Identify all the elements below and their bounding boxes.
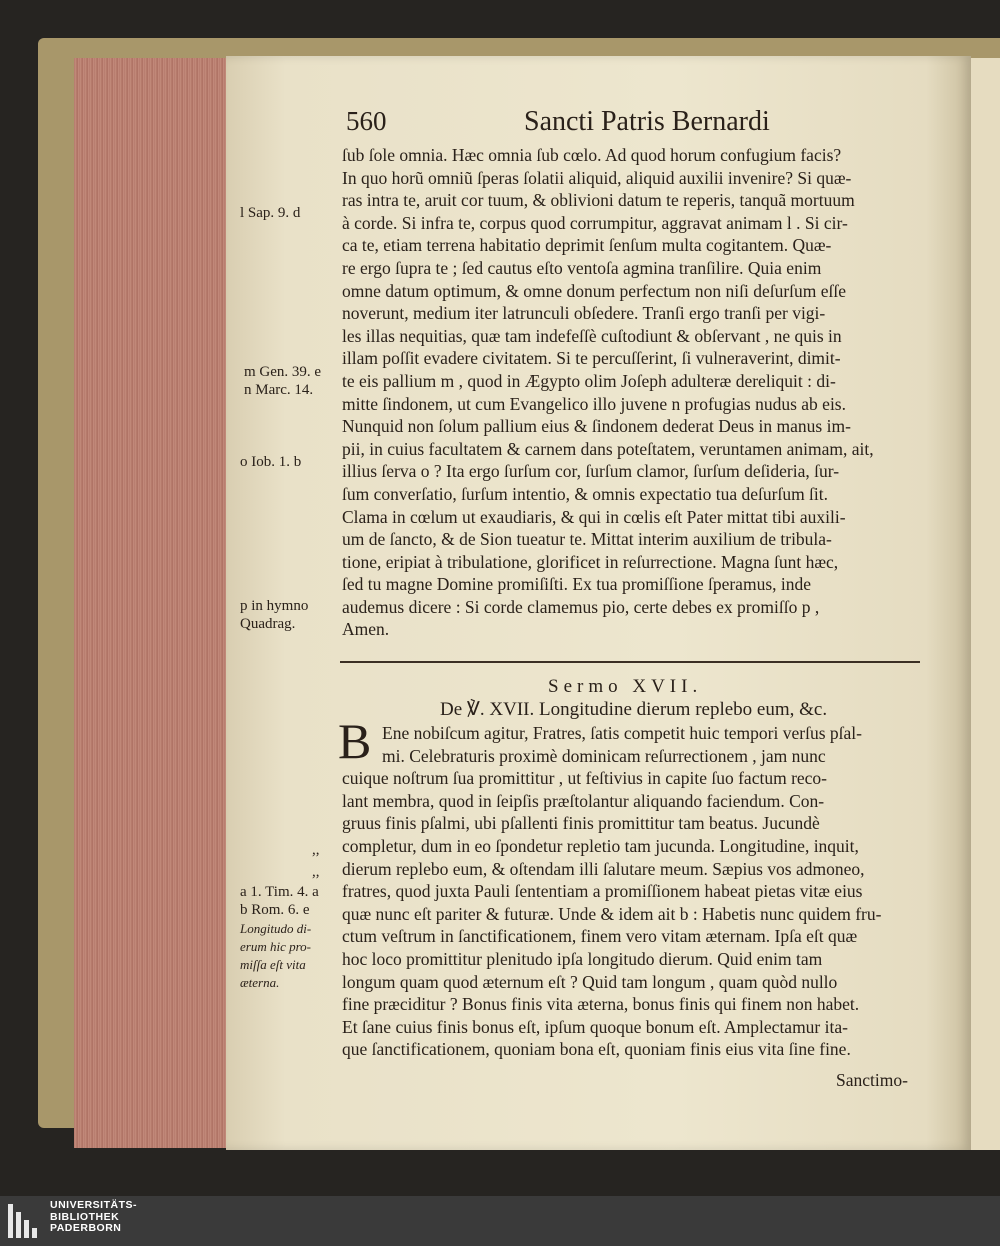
page-edges [74,58,236,1148]
text-line: que ſanctificationem, quoniam bona eſt, quoniam finis eius vita ſine fine. [342,1039,851,1060]
text-line: ca te, etiam terrena habitatio deprimit ſenſum multa cogitantem. Quæ- [342,235,832,256]
text-line: te eis pallium m , quod in Ægypto olim Joſeph adulteræ dereliquit : di- [342,370,836,391]
margin-note-quadrag: Quadrag. [240,616,296,632]
text-line: ſum converſatio, ſurſum intentio, & omnis expectatio tua deſurſum ſit. [342,483,829,504]
text-line: ras intra te, aruit cor tuum, & oblivioni datum te reperis, tanquã mortuum [342,190,855,211]
margin-note-rom: b Rom. 6. e [240,902,310,918]
margin-quote-mark: ,, [312,842,320,858]
text-line: audemus dicere : Si corde clamemus pio, certe debes ex promiſſo p , [342,596,820,617]
margin-note-iob: o Iob. 1. b [240,454,302,470]
text-line: completur, dum in eo ſpondetur repletio tam jucunda. Longitudine, inquit, [342,835,859,856]
text-line: lant membra, quod in ſeipſis præſtolantur aliquando faciendum. Con- [342,790,825,811]
text-line: re ergo ſupra te ; ſed cautus eſto ventoſa agmina tranſilire. Quia enim [342,257,822,278]
sermon-subtitle: De ℣. XVII. Longitudine dierum replebo eum, &c. [440,699,828,720]
text-line: ctum veſtrum in ſanctificationem, finem vero vitam æternam. Ipſa eſt quæ [342,926,858,947]
text-line: fine præciditur ? Bonus finis vita æterna, bonus finis qui finem non habet. [342,994,860,1015]
text-line: quæ nunc eſt pariter & futuræ. Unde & idem ait b : Habetis nunc quidem fru- [342,903,882,924]
text-line: mi. Celebraturis proximè dominicam reſurrectionem , jam nunc [382,745,826,766]
text-line: gruus finis pſalmi, ubi pſallenti finis promittitur tam beatus. Jucundè [342,813,820,834]
text-line: longum quam quod æternum eſt ? Quid tam longum , quam quòd nullo [342,971,838,992]
text-line: tione, eripiat à tribulatione, glorificet in reſurrectione. Magna ſunt hæc, [342,551,839,572]
sermon-text [342,722,932,1061]
text-line: In quo horũ omniũ ſperas ſolatii aliquid, aliquid auxilii invenire? Si quæ- [342,167,852,188]
margin-note-longitudo: Longitudo di- [240,921,312,936]
section-rule [340,661,920,663]
margin-note-tim: a 1. Tim. 4. a [240,884,319,900]
margin-note-sap: l Sap. 9. d [240,205,301,221]
text-line: noverunt, medium iter latrunculi obſedere. Tranſi ergo tranſi per vigi- [342,303,826,324]
text-line: dierum replebo eum, & oſtendam illi ſalutare meum. Sæpius vos admoneo, [342,858,865,879]
catchword: Sanctimo- [836,1070,908,1090]
text-line: omne datum optimum, & omne donum perfectum non niſi deſurſum eſſe [342,280,847,301]
text-line: Et ſane cuius finis bonus eſt, ipſum quoque bonum eſt. Amplectamur ita- [342,1016,848,1037]
text-line: hoc loco promittitur plenitudo ipſa longitudo dierum. Quid enim tam [342,948,823,969]
text-line: ſub ſole omnia. Hæc omnia ſub cœlo. Ad quod horum confugium facis? [342,145,842,165]
text-line: Ene nobiſcum agitur, Fratres, ſatis competit huic tempori verſus pſal- [382,723,862,743]
margin-quote-mark: ,, [312,864,320,880]
page-number: 560 [346,106,387,136]
margin-note-longitudo: erum hic pro- [240,939,312,954]
margin-note-longitudo: miſſa eſt vita [240,957,306,972]
margin-note-gen: m Gen. 39. e [244,364,322,380]
sermon-title: Sermo XVII. [548,676,703,697]
margin-note-longitudo: æterna. [240,975,280,990]
text-line: um de ſancto, & de Sion tueatur te. Mittat interim auxilium de tribula- [342,529,832,550]
text-line: ſed tu magne Domine promiſiſti. Ex tua promiſſione ſperamus, inde [342,574,812,595]
text-line: illius ſerva o ? Ita ergo ſurſum cor, ſurſum clamor, ſurſum deſideria, ſur- [342,461,840,482]
text-line: les illas nequitias, quæ tam indefeſſè cuſtodiunt & obſervant , ne quis in [342,325,842,346]
running-title: Sancti Patris Bernardi [524,106,770,137]
text-line: fratres, quod juxta Pauli ſententiam a promiſſionem habeat pietas vitæ eius [342,881,863,902]
body-text [342,144,932,641]
text-line: à corde. Si infra te, corpus quod corrumpitur, aggravat animam l . Si cir- [342,212,848,233]
library-logo-icon [8,1204,42,1238]
text-line: pii, in cuius facultatem & carnem dans poteſtatem, veruntamen animam, ait, [342,438,874,459]
margin-note-marc: n Marc. 14. [244,382,314,398]
library-footer [0,1196,1000,1246]
text-line: cuique noſtrum ſua promittitur , ut feſtivius in capite ſuo factum reco- [342,768,828,789]
facing-page-edge [968,58,1000,1150]
text-line: Nunquid non ſolum pallium eius & ſindonem dederat Deus in manus im- [342,416,851,437]
margin-note-hymno: p in hymno [240,598,309,614]
text-line: illam poſſit evadere civitatem. Si te percuſſerint, ſi vulneraverint, dimit- [342,348,841,369]
drop-cap: B [338,713,372,769]
text-line: Amen. [342,619,390,640]
text-line: mitte ſindonem, ut cum Evangelico illo juvene n profugias nudus ab eis. [342,393,846,414]
library-name: UNIVERSITÄTS- BIBLIOTHEK PADERBORN [50,1199,138,1234]
text-line: Clama in cœlum ut exaudiaris, & qui in cœlis eſt Pater mittat tibi auxili- [342,506,846,527]
